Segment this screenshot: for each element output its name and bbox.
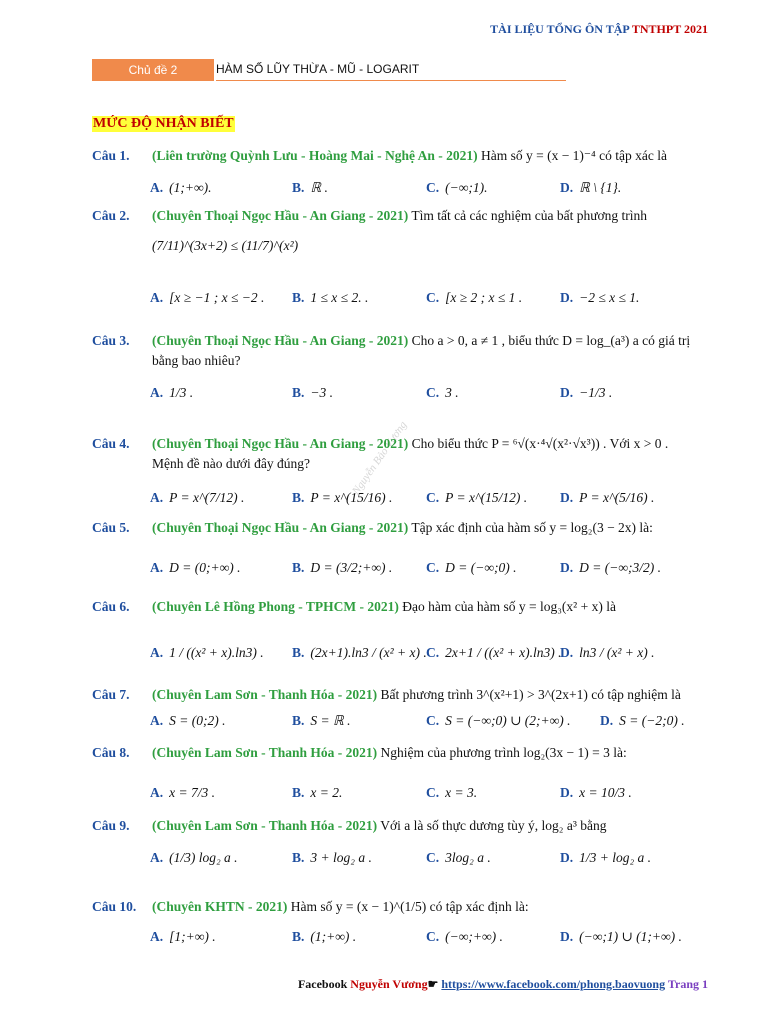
- question-source: (Chuyên Lam Sơn - Thanh Hóa - 2021): [152, 745, 378, 760]
- question-source: (Chuyên Thoại Ngọc Hầu - An Giang - 2021): [152, 208, 409, 223]
- question-stem: Với a là số thực dương tùy ý, log₂ a³ bằng: [377, 818, 607, 833]
- question-source: (Chuyên Lê Hồng Phong - TPHCM - 2021): [152, 599, 399, 614]
- option-letter: C.: [426, 490, 440, 505]
- option-text: −1/3 .: [579, 385, 613, 400]
- option-d[interactable]: [560, 488, 654, 508]
- option-text: S = (0;2) .: [169, 713, 226, 728]
- option-letter: D.: [560, 645, 574, 660]
- option-letter: B.: [292, 929, 305, 944]
- option-d[interactable]: [560, 848, 651, 868]
- option-b[interactable]: [292, 288, 368, 308]
- option-letter: B.: [292, 785, 305, 800]
- question-label: Câu 4.: [92, 436, 130, 451]
- question-stem-continued: Mệnh đề nào dưới đây đúng?: [152, 456, 311, 471]
- option-d[interactable]: [560, 288, 639, 308]
- option-text: −2 ≤ x ≤ 1.: [579, 290, 640, 305]
- question-label: Câu 2.: [92, 208, 130, 223]
- option-b[interactable]: [292, 927, 356, 947]
- question-stem: Nghiệm của phương trình log₂(3x − 1) = 3 là:: [377, 745, 627, 760]
- option-d[interactable]: [600, 711, 685, 731]
- question-body: [152, 685, 712, 705]
- option-a[interactable]: [150, 288, 264, 308]
- option-letter: B.: [292, 560, 305, 575]
- option-letter: A.: [150, 850, 164, 865]
- option-a[interactable]: [150, 848, 238, 868]
- level-heading: MỨC ĐỘ NHẬN BIẾT: [93, 116, 234, 131]
- option-text: x = 3.: [445, 785, 478, 800]
- footer-link[interactable]: https://www.facebook.com/phong.baovuong: [441, 977, 666, 991]
- option-text: (−∞;+∞) .: [445, 929, 503, 944]
- question-label: Câu 8.: [92, 745, 130, 760]
- option-text: (1;+∞).: [169, 180, 212, 195]
- option-a[interactable]: [150, 383, 193, 403]
- option-letter: B.: [292, 385, 305, 400]
- option-letter: A.: [150, 560, 164, 575]
- option-letter: D.: [560, 929, 574, 944]
- option-text: [x ≥ −1 ; x ≤ −2 .: [169, 290, 265, 305]
- footer-page-number: Trang 1: [665, 977, 708, 991]
- option-text: 1/3 .: [169, 385, 194, 400]
- option-c[interactable]: [426, 383, 459, 403]
- topic-title: HÀM SỐ LŨY THỪA - MŨ - LOGARIT: [216, 62, 420, 76]
- question-source: (Chuyên Lam Sơn - Thanh Hóa - 2021): [152, 818, 378, 833]
- option-text: ln3 / (x² + x) .: [579, 645, 655, 660]
- option-text: (2x+1).ln3 / (x² + x) .: [310, 645, 427, 660]
- option-text: D = (−∞;3/2) .: [579, 560, 661, 575]
- option-c[interactable]: [426, 178, 487, 198]
- option-c[interactable]: [426, 643, 561, 663]
- question-body: [152, 897, 712, 917]
- footer-author: Nguyễn Vương: [350, 977, 428, 991]
- option-letter: B.: [292, 713, 305, 728]
- option-c[interactable]: [426, 288, 522, 308]
- topic-tag: Chủ đề 2: [92, 59, 214, 81]
- option-c[interactable]: [426, 783, 477, 803]
- option-text: [x ≥ 2 ; x ≤ 1 .: [445, 290, 523, 305]
- option-text: −3 .: [310, 385, 334, 400]
- question-stem: Đạo hàm của hàm số y = log₃(x² + x) là: [398, 599, 616, 614]
- option-letter: B.: [292, 850, 305, 865]
- footer-label: Facebook: [297, 977, 351, 991]
- option-text: S = (−∞;0) ∪ (2;+∞) .: [445, 713, 571, 728]
- option-b[interactable]: [292, 558, 392, 578]
- question-body: [152, 206, 712, 256]
- option-text: P = x^(5/16) .: [579, 490, 655, 505]
- question-stem-continued: bằng bao nhiêu?: [152, 353, 241, 368]
- question-label: Câu 1.: [92, 148, 130, 163]
- option-a[interactable]: [150, 178, 211, 198]
- option-letter: D.: [600, 713, 614, 728]
- option-letter: D.: [560, 490, 574, 505]
- question-stem: Cho biểu thức P = ⁶√(x·⁴√(x²·√x³)) . Với x > 0 .: [408, 436, 669, 451]
- option-text: P = x^(7/12) .: [169, 490, 245, 505]
- question-source: (Chuyên Thoại Ngọc Hầu - An Giang - 2021): [152, 436, 409, 451]
- option-c[interactable]: [426, 848, 491, 868]
- question-stem: Tập xác định của hàm số y = log₂(3 − 2x) là:: [408, 520, 653, 535]
- option-letter: D.: [560, 385, 574, 400]
- question-stem: Tìm tất cả các nghiệm của bất phương trình: [408, 208, 648, 223]
- option-b[interactable]: [292, 383, 333, 403]
- option-text: (1/3) log₂ a .: [169, 850, 238, 865]
- option-letter: D.: [560, 180, 574, 195]
- option-text: S = ℝ .: [310, 713, 351, 728]
- option-text: P = x^(15/16) .: [310, 490, 393, 505]
- header-year: TNTHPT 2021: [631, 22, 708, 36]
- option-d[interactable]: [560, 178, 621, 198]
- option-text: 1/3 + log₂ a .: [579, 850, 652, 865]
- option-c[interactable]: [426, 488, 527, 508]
- option-text: 3 + log₂ a .: [310, 850, 372, 865]
- question-label: Câu 3.: [92, 333, 130, 348]
- option-letter: B.: [292, 645, 305, 660]
- option-letter: D.: [560, 290, 574, 305]
- option-letter: A.: [150, 713, 164, 728]
- option-a[interactable]: [150, 558, 240, 578]
- question-label: Câu 6.: [92, 599, 130, 614]
- option-text: 3log₂ a .: [445, 850, 491, 865]
- option-letter: C.: [426, 713, 440, 728]
- question-body: [152, 597, 712, 617]
- option-d[interactable]: [560, 383, 612, 403]
- topic-bar: [92, 59, 566, 81]
- option-b[interactable]: [292, 643, 427, 663]
- option-d[interactable]: [560, 927, 682, 947]
- option-letter: A.: [150, 929, 164, 944]
- option-b[interactable]: [292, 178, 328, 198]
- option-text: [1;+∞) .: [169, 929, 216, 944]
- question-body: [152, 146, 712, 166]
- option-a[interactable]: [150, 927, 216, 947]
- option-text: 1 / ((x² + x).ln3) .: [169, 645, 264, 660]
- option-b[interactable]: [292, 783, 342, 803]
- question-stem-continued: (7/11)^(3x+2) ≤ (11/7)^(x²): [152, 238, 299, 253]
- question-body: [152, 816, 712, 836]
- option-text: D = (3/2;+∞) .: [310, 560, 393, 575]
- option-letter: C.: [426, 290, 440, 305]
- question-source: (Liên trường Quỳnh Lưu - Hoàng Mai - Nghệ An - 2021): [152, 148, 478, 163]
- option-a[interactable]: [150, 711, 225, 731]
- option-letter: C.: [426, 385, 440, 400]
- option-a[interactable]: [150, 643, 264, 663]
- option-letter: C.: [426, 850, 440, 865]
- question-label: Câu 5.: [92, 520, 130, 535]
- option-letter: A.: [150, 645, 164, 660]
- option-c[interactable]: [426, 558, 516, 578]
- option-d[interactable]: [560, 558, 661, 578]
- option-text: ℝ .: [310, 180, 328, 195]
- option-letter: B.: [292, 490, 305, 505]
- option-text: 1 ≤ x ≤ 2. .: [310, 290, 369, 305]
- option-text: ℝ \ {1}.: [579, 180, 622, 195]
- question-stem: Bất phương trình 3^(x²+1) > 3^(2x+1) có tập nghiệm là: [377, 687, 681, 702]
- option-letter: A.: [150, 180, 164, 195]
- option-a[interactable]: [150, 488, 244, 508]
- option-text: S = (−2;0) .: [619, 713, 685, 728]
- option-text: D = (−∞;0) .: [445, 560, 517, 575]
- question-body: [152, 743, 712, 763]
- option-text: x = 2.: [310, 785, 343, 800]
- option-letter: A.: [150, 490, 164, 505]
- option-text: x = 10/3 .: [579, 785, 632, 800]
- option-text: x = 7/3 .: [169, 785, 215, 800]
- option-letter: C.: [426, 929, 440, 944]
- option-b[interactable]: [292, 711, 350, 731]
- question-body: [152, 434, 712, 474]
- option-letter: B.: [292, 180, 305, 195]
- option-text: (−∞;1) ∪ (1;+∞) .: [579, 929, 682, 944]
- footer-pointer-icon: ☛: [427, 977, 442, 991]
- topic-rule: [216, 80, 566, 81]
- option-d[interactable]: [560, 783, 632, 803]
- option-letter: C.: [426, 180, 440, 195]
- option-letter: B.: [292, 290, 305, 305]
- question-source: (Chuyên Thoại Ngọc Hầu - An Giang - 2021): [152, 520, 409, 535]
- option-letter: C.: [426, 560, 440, 575]
- option-letter: D.: [560, 785, 574, 800]
- question-label: Câu 9.: [92, 818, 130, 833]
- question-source: (Chuyên KHTN - 2021): [152, 899, 288, 914]
- option-b[interactable]: [292, 488, 392, 508]
- page-footer: [298, 977, 708, 992]
- question-body: [152, 331, 712, 371]
- option-text: (−∞;1).: [445, 180, 488, 195]
- option-d[interactable]: [560, 643, 655, 663]
- option-letter: A.: [150, 785, 164, 800]
- option-letter: D.: [560, 850, 574, 865]
- option-text: 2x+1 / ((x² + x).ln3) .: [445, 645, 562, 660]
- question-stem: Cho a > 0, a ≠ 1 , biểu thức D = log_(a³) a có giá trị: [408, 333, 691, 348]
- question-source: (Chuyên Thoại Ngọc Hầu - An Giang - 2021): [152, 333, 409, 348]
- watermark: Nguyễn Bảo Vương: [350, 419, 410, 497]
- question-stem: Hàm số y = (x − 1)^(1/5) có tập xác định là:: [287, 899, 529, 914]
- option-letter: C.: [426, 645, 440, 660]
- page-header: [490, 22, 708, 37]
- option-text: (1;+∞) .: [310, 929, 357, 944]
- option-letter: C.: [426, 785, 440, 800]
- question-label: Câu 10.: [92, 899, 137, 914]
- option-a[interactable]: [150, 783, 215, 803]
- header-title: TÀI LIỆU TỔNG ÔN TẬP: [490, 22, 632, 36]
- option-letter: A.: [150, 290, 164, 305]
- question-label: Câu 7.: [92, 687, 130, 702]
- option-c[interactable]: [426, 711, 571, 731]
- question-body: [152, 518, 712, 538]
- option-b[interactable]: [292, 848, 372, 868]
- option-c[interactable]: [426, 927, 503, 947]
- question-stem: Hàm số y = (x − 1)⁻⁴ có tập xác là: [477, 148, 667, 163]
- question-source: (Chuyên Lam Sơn - Thanh Hóa - 2021): [152, 687, 378, 702]
- option-letter: A.: [150, 385, 164, 400]
- option-letter: D.: [560, 560, 574, 575]
- option-text: D = (0;+∞) .: [169, 560, 241, 575]
- option-text: P = x^(15/12) .: [445, 490, 528, 505]
- option-text: 3 .: [445, 385, 459, 400]
